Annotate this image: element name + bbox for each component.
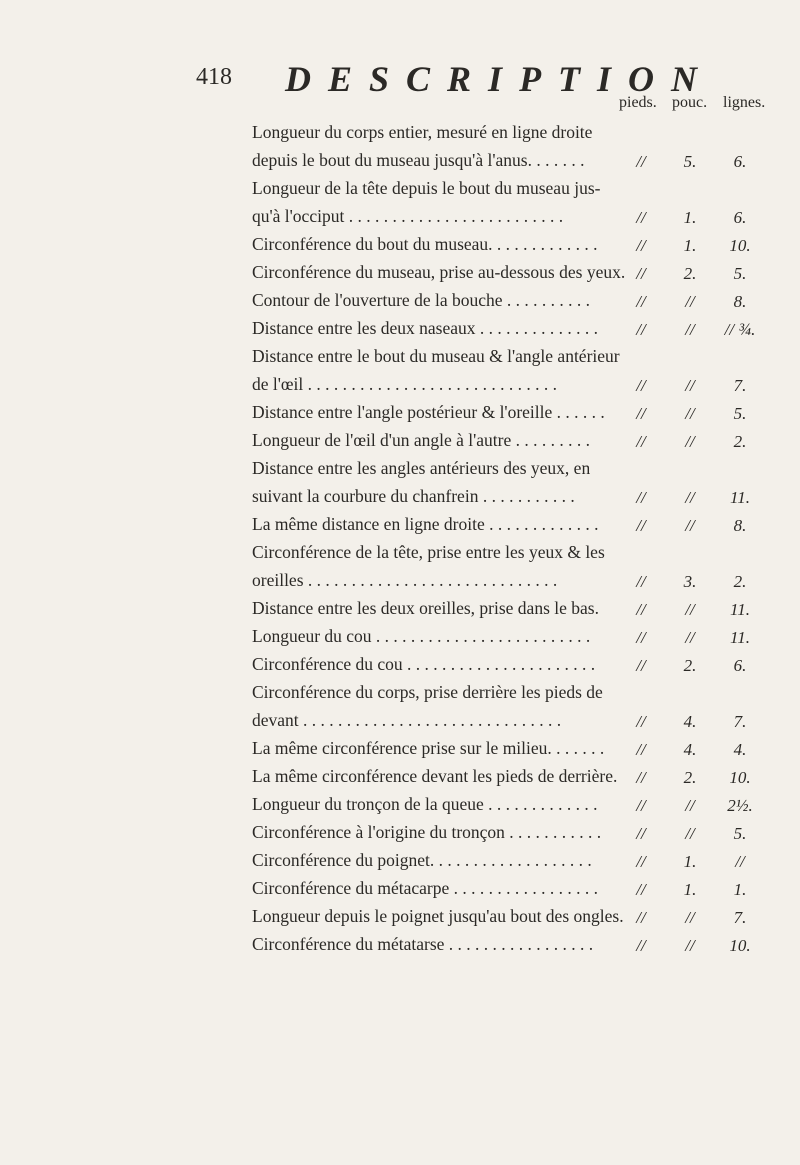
value-pieds: // [636, 208, 646, 227]
measurement-label-line: Contour de l'ouverture de la bouche . . . . . . . . . . [252, 290, 591, 310]
measurement-row [252, 874, 757, 902]
measurement-label-line: La même circonférence prise sur le milieu. . . . . . . [252, 738, 605, 758]
value-pouces: // [685, 432, 695, 451]
value-pouces: // [685, 600, 695, 619]
measurement-label-line: oreilles . . . . . . . . . . . . . . . . . . . . . . . . . . . . . [252, 570, 558, 590]
measurement-row [252, 174, 757, 230]
value-lignes: 2. [733, 432, 747, 451]
value-pouces: 1. [683, 880, 697, 899]
measurement-label [252, 286, 591, 314]
value-pouces: 2. [683, 768, 697, 787]
measurement-label-line: depuis le bout du museau jusqu'à l'anus. . . . . . . [252, 150, 585, 170]
value-pieds: // [636, 768, 646, 787]
measurement-label [252, 258, 626, 286]
measurement-label-line: Circonférence du museau, prise au-dessous des yeux. [252, 262, 626, 282]
measurement-row [252, 734, 757, 762]
value-pieds: // [636, 936, 646, 955]
value-lignes: 5. [733, 404, 747, 423]
value-pieds: // [636, 880, 646, 899]
value-pieds: // [636, 908, 646, 927]
value-pouces: 1. [683, 208, 697, 227]
value-lignes: 10. [729, 768, 751, 787]
measurement-label-line: Circonférence du corps, prise derrière les pieds de [252, 682, 603, 702]
value-pieds: // [636, 376, 646, 395]
measurement-label-line: Longueur du corps entier, mesuré en ligne droite [252, 122, 593, 142]
value-pouces: // [685, 292, 695, 311]
value-lignes: 8. [733, 292, 747, 311]
measurement-label [252, 762, 618, 790]
value-pieds: // [636, 264, 646, 283]
measurement-label [252, 930, 594, 958]
value-lignes: // [735, 852, 745, 871]
value-pouces: // [685, 404, 695, 423]
measurement-row [252, 594, 757, 622]
running-head: DESCRIPTION [285, 59, 715, 99]
measurement-label [252, 538, 605, 594]
value-pouces: 3. [683, 572, 697, 591]
measurement-label-line: de l'œil . . . . . . . . . . . . . . . . . . . . . . . . . . . . . [252, 374, 558, 394]
value-pouces: 2. [683, 656, 697, 675]
measurement-label-line: Distance entre les angles antérieurs des yeux, en [252, 458, 591, 478]
measurement-row [252, 622, 757, 650]
value-lignes: 6. [733, 656, 747, 675]
value-lignes: 11. [730, 488, 750, 507]
measurement-label-line: devant . . . . . . . . . . . . . . . . . . . . . . . . . . . . . . [252, 710, 562, 730]
value-pieds: // [636, 236, 646, 255]
value-lignes: 2. [733, 572, 747, 591]
value-lignes: 2½. [727, 796, 753, 815]
measurement-row [252, 454, 757, 510]
value-lignes: 7. [733, 908, 747, 927]
value-pieds: // [636, 152, 646, 171]
value-pieds: // [636, 628, 646, 647]
value-lignes: 11. [730, 600, 750, 619]
measurement-label [252, 314, 599, 342]
value-lignes: 5. [733, 264, 747, 283]
value-pieds: // [636, 516, 646, 535]
measurement-row [252, 762, 757, 790]
measurement-label [252, 734, 605, 762]
measurement-row [252, 118, 757, 174]
value-pieds: // [636, 656, 646, 675]
measurement-label-line: Circonférence à l'origine du tronçon . . . . . . . . . . . [252, 822, 602, 842]
measurement-label [252, 846, 592, 874]
measurement-label [252, 174, 601, 230]
measurement-label [252, 874, 598, 902]
measurement-row [252, 930, 757, 958]
page-number: 418 [196, 64, 232, 90]
value-pieds: // [636, 292, 646, 311]
measurement-label [252, 230, 598, 258]
value-pouces: 2. [683, 264, 697, 283]
measurement-row [252, 846, 757, 874]
measurement-row [252, 342, 757, 398]
value-pouces: 5. [683, 152, 697, 171]
measurement-label [252, 650, 596, 678]
value-lignes: 6. [733, 152, 747, 171]
measurement-label [252, 398, 605, 426]
measurement-label-line: Longueur de la tête depuis le bout du museau jus- [252, 178, 601, 198]
value-pouces: // [685, 824, 695, 843]
measurement-row [252, 678, 757, 734]
measurement-label-line: Circonférence de la tête, prise entre les yeux & les [252, 542, 605, 562]
measurement-label-line: Distance entre l'angle postérieur & l'oreille . . . . . . [252, 402, 605, 422]
measurement-label-line: suivant la courbure du chanfrein . . . . . . . . . . . [252, 486, 575, 506]
measurement-label-line: Circonférence du cou . . . . . . . . . . . . . . . . . . . . . . [252, 654, 596, 674]
value-pieds: // [636, 320, 646, 339]
measurement-label-line: La même circonférence devant les pieds de derrière. [252, 766, 618, 786]
measurement-label-line: Longueur du cou . . . . . . . . . . . . . . . . . . . . . . . . . [252, 626, 591, 646]
value-pieds: // [636, 824, 646, 843]
unit-header-pouces: pouc. [672, 94, 708, 111]
measurement-label-line: Circonférence du métacarpe . . . . . . . . . . . . . . . . . [252, 878, 598, 898]
measurement-label-line: Longueur de l'œil d'un angle à l'autre . . . . . . . . . [252, 430, 590, 450]
measurement-label-line: Distance entre les deux naseaux . . . . . . . . . . . . . . [252, 318, 599, 338]
measurement-row [252, 314, 757, 342]
value-lignes: 10. [729, 236, 751, 255]
measurement-row [252, 258, 757, 286]
measurement-label [252, 902, 624, 930]
measurement-row [252, 510, 757, 538]
measurement-row [252, 398, 757, 426]
measurement-label-line: Longueur du tronçon de la queue . . . . . . . . . . . . . [252, 794, 598, 814]
value-lignes: 6. [733, 208, 747, 227]
value-pieds: // [636, 488, 646, 507]
measurement-label-line: Circonférence du bout du museau. . . . . . . . . . . . . [252, 234, 598, 254]
value-lignes: 7. [733, 712, 747, 731]
value-lignes: 10. [729, 936, 751, 955]
value-pieds: // [636, 740, 646, 759]
measurement-row [252, 818, 757, 846]
value-pieds: // [636, 852, 646, 871]
value-pouces: 4. [683, 740, 697, 759]
measurement-label [252, 426, 590, 454]
measurement-label [252, 818, 602, 846]
measurement-row [252, 790, 757, 818]
value-pieds: // [636, 796, 646, 815]
unit-header-lignes: lignes. [723, 94, 766, 111]
value-lignes: 8. [733, 516, 747, 535]
value-lignes: 1. [733, 880, 747, 899]
measurement-label [252, 594, 599, 622]
measurement-label [252, 342, 620, 398]
value-pouces: // [685, 936, 695, 955]
measurement-label [252, 454, 596, 510]
value-pouces: // [685, 628, 695, 647]
value-pouces: // [685, 516, 695, 535]
value-pieds: // [636, 572, 646, 591]
measurement-label-line: qu'à l'occiput . . . . . . . . . . . . . . . . . . . . . . . . . [252, 206, 564, 226]
value-lignes: // ¾. [724, 320, 756, 339]
unit-header-pieds: pieds. [619, 94, 657, 111]
value-pouces: // [685, 908, 695, 927]
value-pouces: // [685, 488, 695, 507]
measurement-row [252, 286, 757, 314]
value-pouces: 4. [683, 712, 697, 731]
value-pieds: // [636, 712, 646, 731]
measurement-label-line: Circonférence du poignet. . . . . . . . . . . . . . . . . . . [252, 850, 592, 870]
value-pouces: 1. [683, 236, 697, 255]
measurement-label [252, 118, 596, 174]
measurement-label [252, 678, 603, 734]
value-lignes: 7. [733, 376, 747, 395]
measurement-row [252, 650, 757, 678]
measurement-label-line: Distance entre les deux oreilles, prise dans le bas. [252, 598, 599, 618]
measurement-label-line: Distance entre le bout du museau & l'angle antérieur [252, 346, 620, 366]
measurement-row [252, 538, 757, 594]
measurement-label-line: Longueur depuis le poignet jusqu'au bout des ongles. [252, 906, 624, 926]
measurement-label [252, 510, 599, 538]
value-pieds: // [636, 404, 646, 423]
value-pouces: // [685, 376, 695, 395]
value-pieds: // [636, 432, 646, 451]
measurement-label-line: La même distance en ligne droite . . . . . . . . . . . . . [252, 514, 599, 534]
measurement-row [252, 426, 757, 454]
measurement-label [252, 622, 591, 650]
value-pouces: // [685, 796, 695, 815]
value-pieds: // [636, 600, 646, 619]
value-lignes: 4. [733, 740, 747, 759]
value-lignes: 5. [733, 824, 747, 843]
measurement-row [252, 230, 757, 258]
measurement-label [252, 790, 598, 818]
value-pouces: // [685, 320, 695, 339]
value-lignes: 11. [730, 628, 750, 647]
value-pouces: 1. [683, 852, 697, 871]
measurement-label-line: Circonférence du métatarse . . . . . . . . . . . . . . . . . [252, 934, 594, 954]
measurement-row [252, 902, 757, 930]
